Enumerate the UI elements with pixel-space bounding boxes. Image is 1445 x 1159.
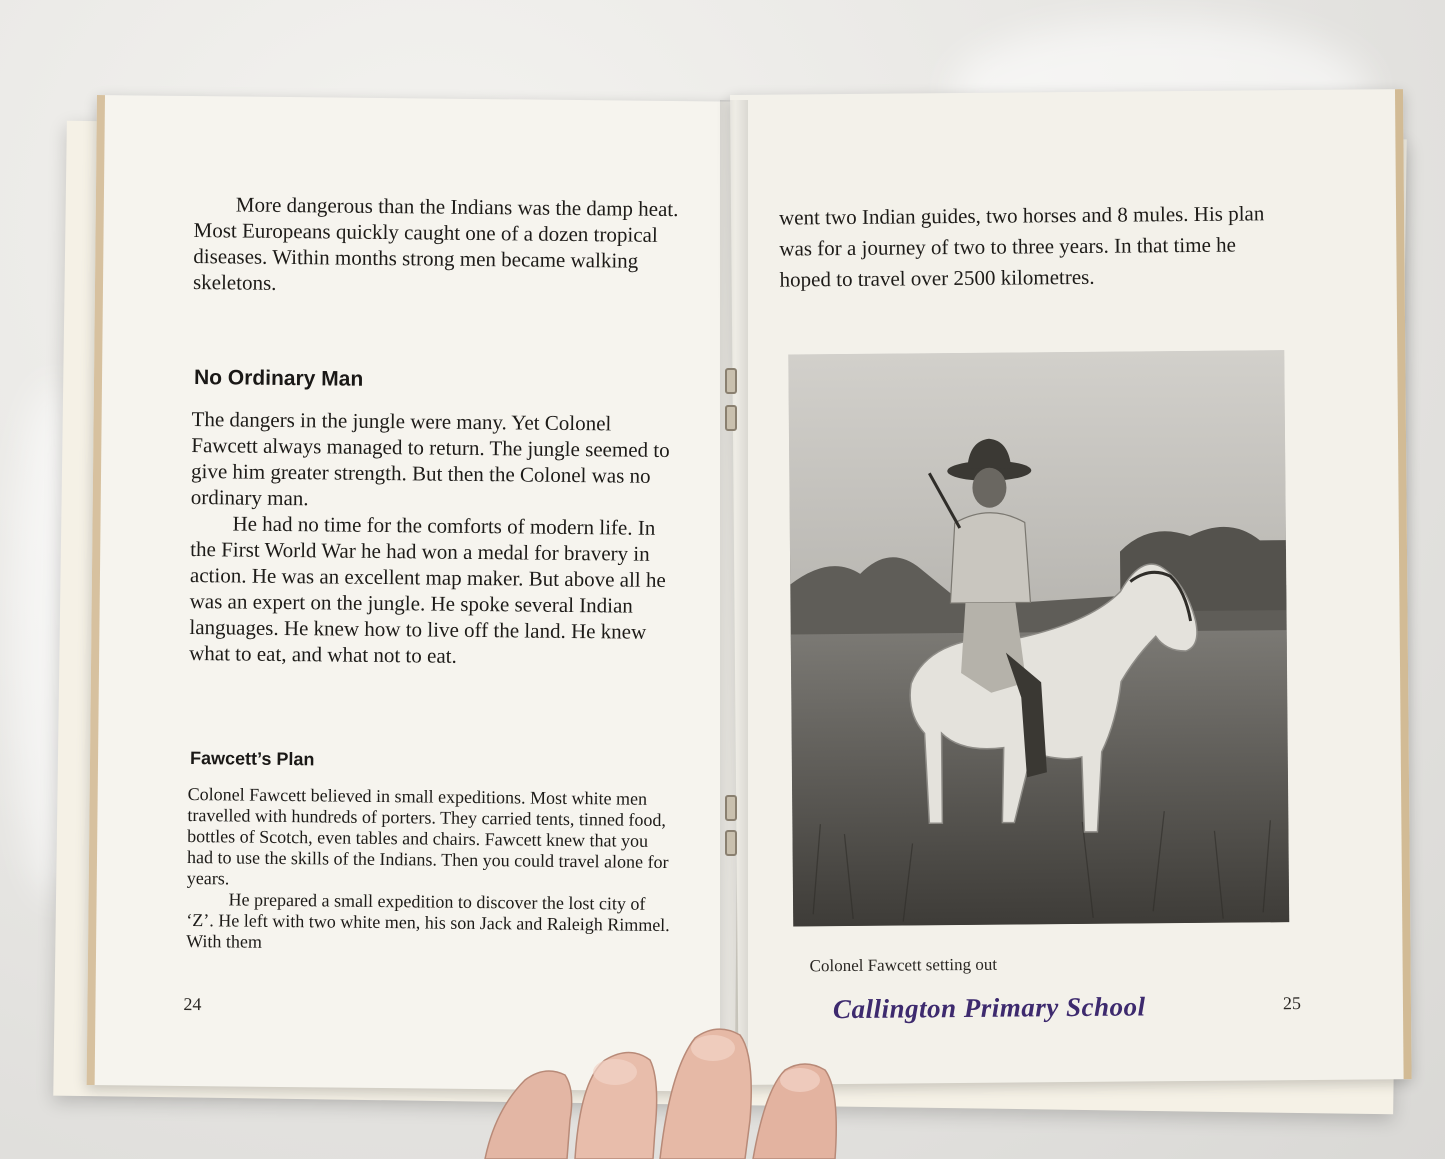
- photo-illustration: [788, 350, 1289, 926]
- page-number-left: 24: [183, 993, 202, 1015]
- section1-paragraph2: He had no time for the comforts of modern life. In the First World War he had won a medal for bravery in action. He was an excellent map maker. But above all he was an expert on the jungle. He spoke several Indian languages. He knew how to live off the land. He knew what to eat, and what not to eat.: [189, 511, 666, 668]
- book-gutter: [720, 100, 748, 1090]
- photo-colonel-fawcett: [788, 350, 1289, 926]
- intro-paragraph: More dangerous than the Indians was the damp heat. Most Europeans quickly caught one of a dozen tropical diseases. Within months strong men became walking skeletons.: [192, 192, 679, 295]
- staple-bottom-2: [725, 830, 737, 856]
- section2-paragraph2: He prepared a small expedition to discover the lost city of ‘Z’. He left with two white men, his son Jack and Raleigh Rimmel. With them: [186, 889, 670, 952]
- left-page: [87, 95, 745, 1092]
- staple-top: [725, 368, 737, 394]
- section-heading-no-ordinary-man: No Ordinary Man: [193, 366, 364, 391]
- photo-caption: Colonel Fawcett setting out: [809, 954, 998, 976]
- page-number-right: 25: [1282, 993, 1302, 1014]
- hand-holding-book: [455, 1020, 875, 1159]
- section1-paragraph1: The dangers in the jungle were many. Yet Colonel Fawcett always managed to return. The jungle seemed to give him greater strength. But then the Colonel was no ordinary man.: [190, 407, 670, 511]
- right-page: [730, 89, 1412, 1085]
- school-stamp: Callington Primary School: [832, 991, 1146, 1025]
- section-heading-fawcetts-plan: Fawcett’s Plan: [189, 748, 315, 770]
- section2-body: [186, 784, 678, 957]
- intro-block: [193, 191, 684, 300]
- section1-body: [189, 406, 682, 671]
- section2-paragraph1: Colonel Fawcett believed in small expeditions. Most white men travelled with hundreds of porters. They carried tents, tinned food, bottles of Scotch, even tables and chairs. Fawcett knew that you had to use the skills of the Indians. Then you could travel alone for years.: [186, 783, 669, 889]
- staple-bottom: [725, 795, 737, 821]
- right-paragraph: went two Indian guides, two horses and 8 mules. His plan was for a journey of two to three years. In that time he hoped to travel over 2500 kilometres.: [778, 201, 1265, 292]
- staple-top-2: [725, 405, 737, 431]
